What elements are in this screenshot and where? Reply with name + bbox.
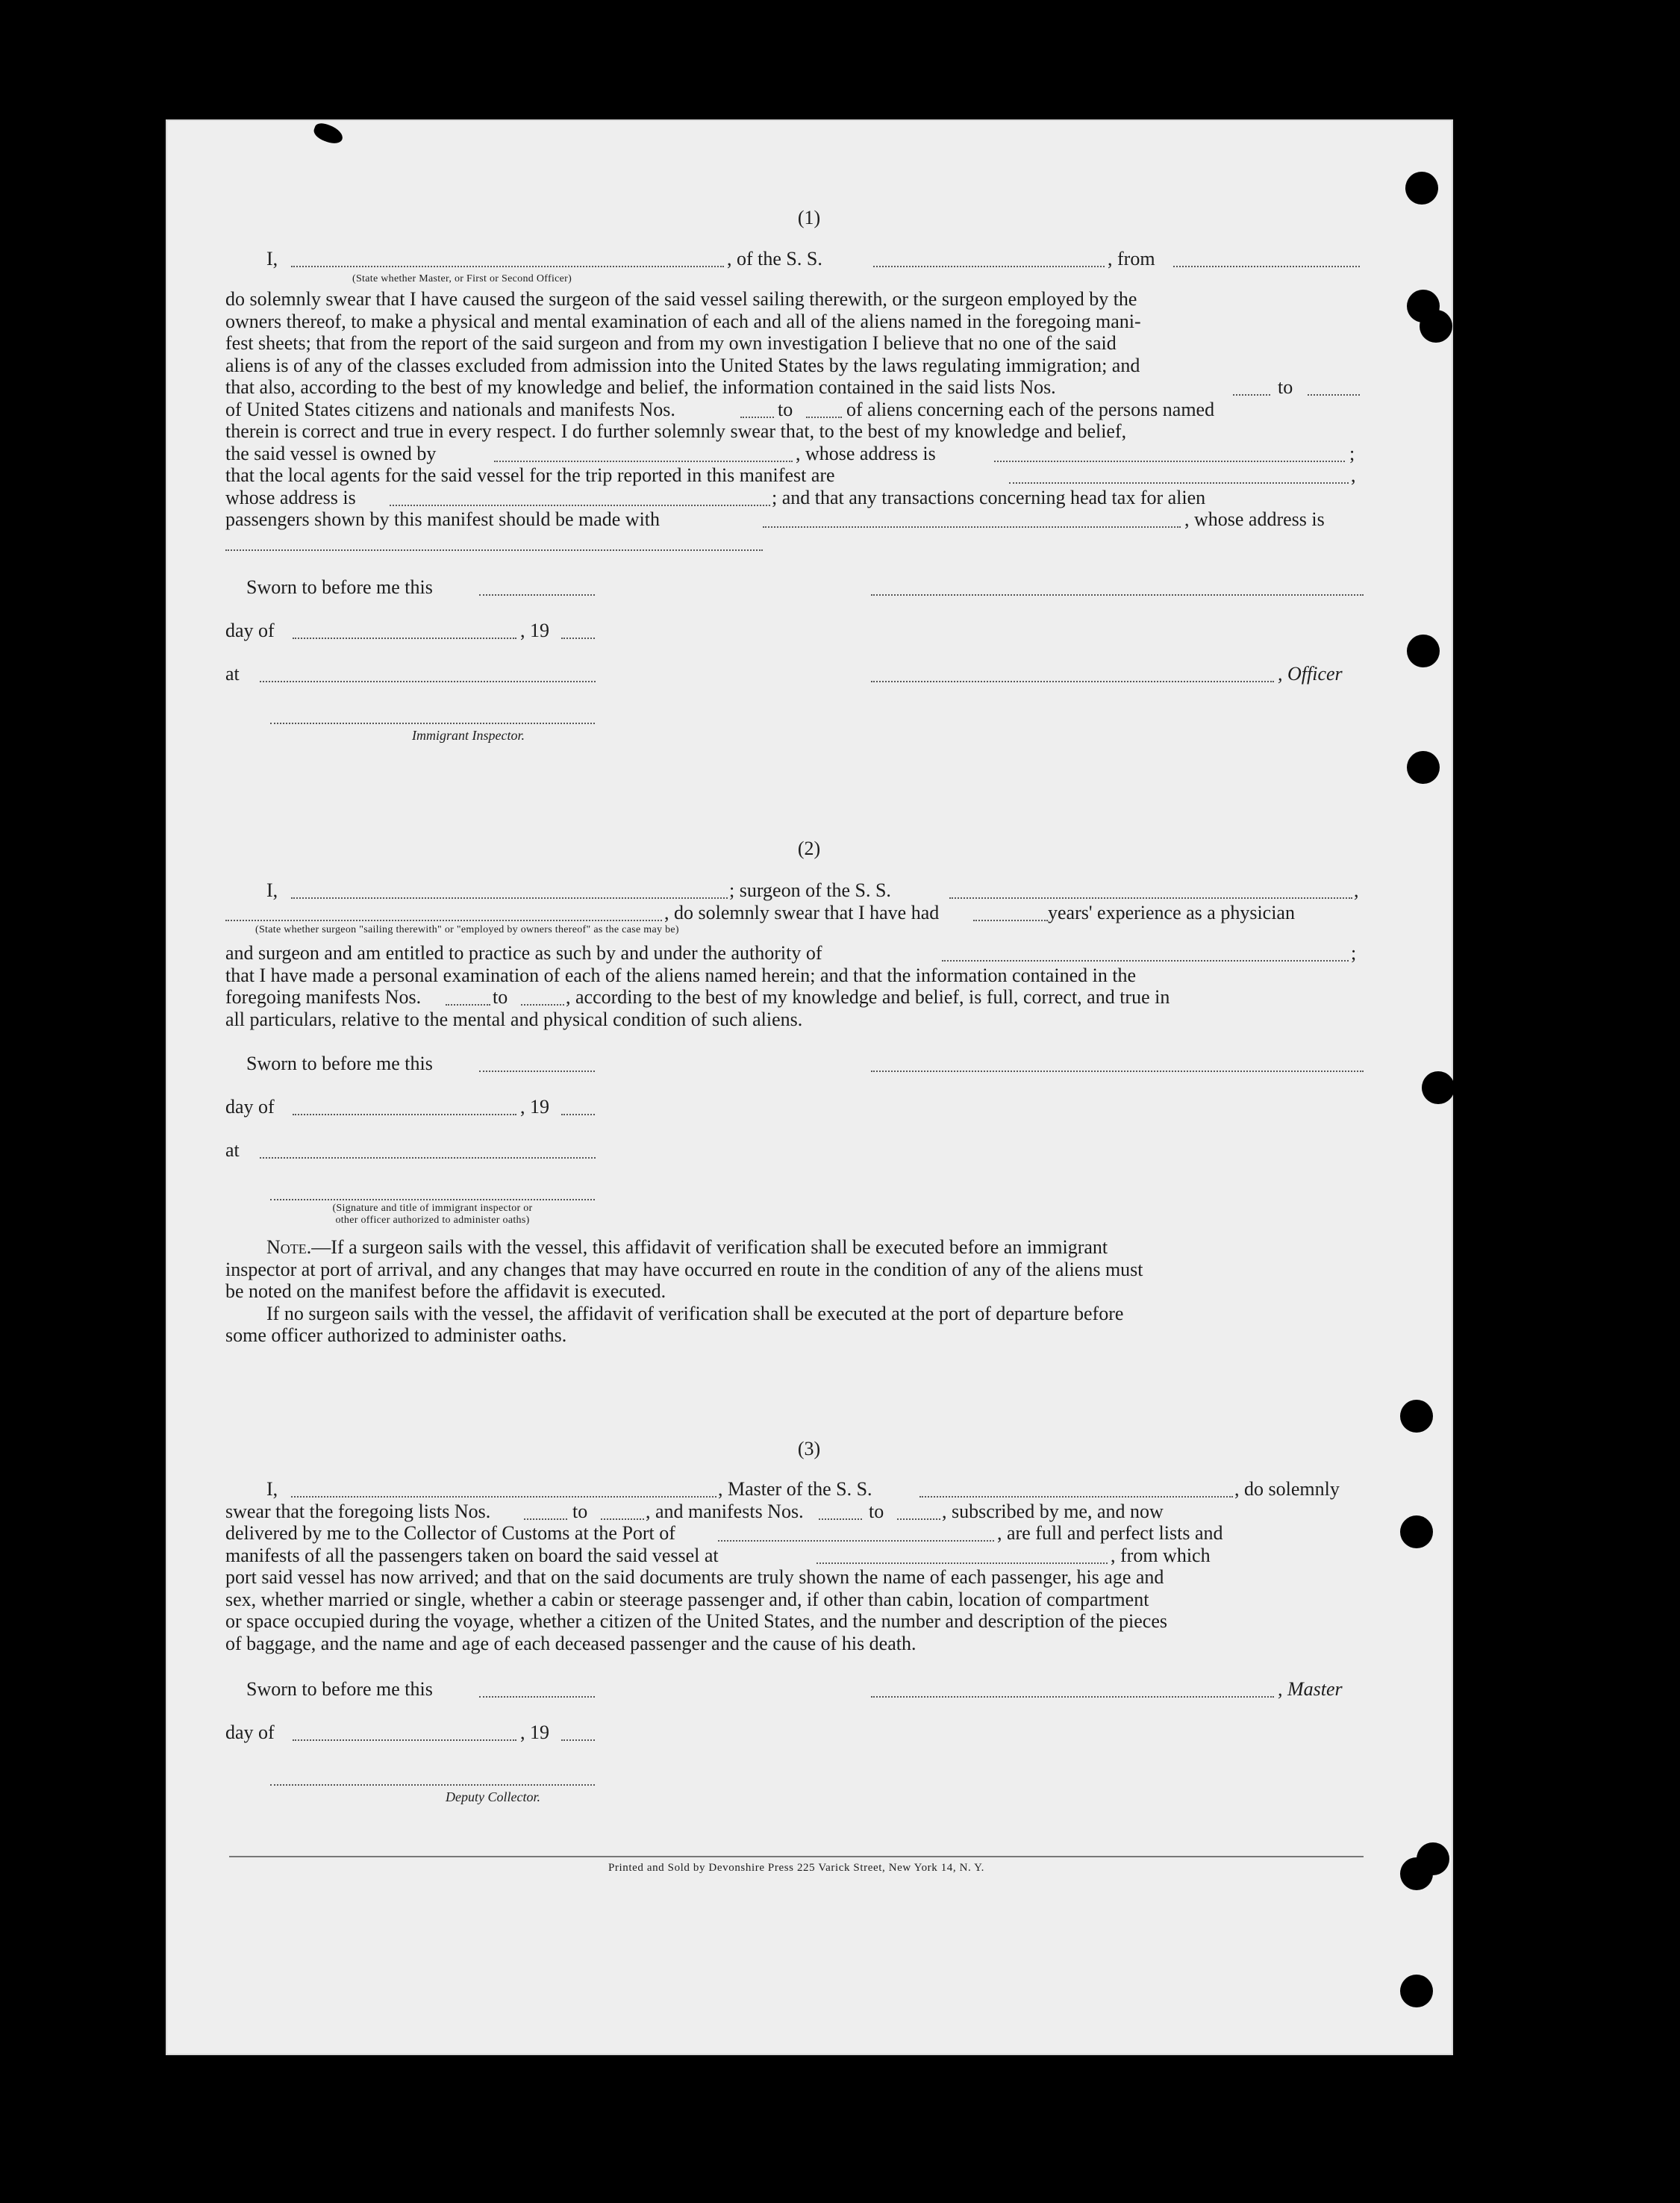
s1-owner-blank bbox=[494, 461, 793, 462]
s3-port-departure-blank bbox=[816, 1562, 1108, 1564]
s1-manifests-from-blank bbox=[740, 417, 774, 418]
s3-line1-mid: , Master of the S. S. bbox=[718, 1478, 872, 1500]
s2-sworn-blank bbox=[479, 1071, 595, 1072]
punch-hole bbox=[1407, 635, 1440, 667]
s1-head-tax-address-blank bbox=[225, 549, 763, 551]
s2-authority-blank bbox=[942, 960, 1349, 962]
s2-nineteen: , 19 bbox=[520, 1096, 549, 1118]
s1-line1-mid: , of the S. S. bbox=[727, 248, 822, 269]
punch-hole bbox=[1400, 1975, 1433, 2007]
s3-collector-label: Deputy Collector. bbox=[446, 1789, 540, 1804]
s3-line4-b: , from which bbox=[1111, 1544, 1211, 1566]
s1-agents-address-blank bbox=[390, 505, 770, 506]
s3-year-blank bbox=[561, 1739, 595, 1741]
manifest-page bbox=[166, 119, 1453, 2055]
s3-lists-from-blank bbox=[524, 1518, 567, 1520]
s1-agents-blank bbox=[1009, 482, 1349, 484]
s3-line4-a: manifests of all the passengers taken on board the said vessel at bbox=[225, 1544, 719, 1566]
s1-para-line6: of United States citizens and nationals and manifests Nos. bbox=[225, 398, 675, 420]
s2-years-blank bbox=[973, 920, 1048, 921]
s1-head-tax-blank bbox=[763, 526, 1181, 528]
s2-inspector-sig-line bbox=[270, 1199, 595, 1200]
s1-lists-to-blank bbox=[1308, 394, 1360, 396]
s1-officer-name-blank bbox=[871, 594, 1364, 596]
s1-para-line8: the said vessel is owned by bbox=[225, 442, 437, 464]
s2-note-line2: inspector at port of arrival, and any changes that may have occurred en route in the condition of any of the aliens must bbox=[225, 1258, 1143, 1280]
s3-manifests-to-blank bbox=[897, 1518, 940, 1520]
s3-line1-suffix: , do solemnly bbox=[1234, 1478, 1340, 1500]
s2-caption: (State whether surgeon "sailing therewith" or "employed by owners thereof" as the case may be) bbox=[255, 924, 679, 935]
punch-hole bbox=[1405, 172, 1438, 205]
s1-para-line4: aliens is of any of the classes excluded from admission into the United States by the laws regulating immigration; and bbox=[225, 354, 1140, 376]
s1-lists-from-blank bbox=[1233, 394, 1270, 396]
s3-line1-prefix: I, bbox=[266, 1478, 278, 1500]
s1-line1-prefix: I, bbox=[266, 248, 278, 269]
s3-line2-b: to bbox=[572, 1500, 588, 1522]
s2-at-blank bbox=[260, 1157, 596, 1159]
s2-day-blank bbox=[293, 1114, 516, 1115]
s1-lists-to: to bbox=[1278, 376, 1293, 398]
s1-owner-address-blank bbox=[994, 461, 1345, 462]
s2-semicolon-text: ; bbox=[1351, 942, 1357, 964]
s1-comma-1: , bbox=[1351, 464, 1356, 486]
s1-nineteen: , 19 bbox=[520, 620, 549, 641]
s3-para-line2: sex, whether married or single, whether a cabin or steerage passenger and, if other than cabin, location of compartment bbox=[225, 1588, 1149, 1610]
section-3-number: (3) bbox=[797, 1438, 821, 1459]
s3-master-label bbox=[1278, 1678, 1343, 1701]
s2-note-text-1: —If a surgeon sails with the vessel, this affidavit of verification shall be executed before an immigrant bbox=[311, 1236, 1108, 1258]
s1-semicolon-1: ; bbox=[1349, 442, 1355, 464]
s2-vessel-blank bbox=[949, 897, 1352, 899]
s3-line2-d: to bbox=[869, 1500, 884, 1522]
s2-line2-mid: , do solemnly swear that I have had bbox=[664, 902, 940, 923]
s2-type-blank bbox=[225, 920, 662, 921]
s2-year-blank bbox=[561, 1114, 595, 1115]
s1-para-line10: whose address is bbox=[225, 486, 356, 508]
s2-manifests-to-blank bbox=[521, 1004, 564, 1006]
s3-manifests-from-blank bbox=[819, 1518, 862, 1520]
s2-line6: all particulars, relative to the mental and physical condition of such aliens. bbox=[225, 1008, 803, 1030]
s2-sig-caption-1: (Signature and title of immigrant inspector or bbox=[332, 1203, 533, 1214]
s3-nineteen: , 19 bbox=[520, 1721, 549, 1743]
s2-note2-line1: If no surgeon sails with the vessel, the affidavit of verification shall be executed at the port of departure before bbox=[266, 1302, 1124, 1324]
s2-surgeon-sig-blank bbox=[871, 1071, 1364, 1072]
s1-sworn-blank bbox=[479, 594, 595, 596]
s2-line3: and surgeon and am entitled to practice as such by and under the authority of bbox=[225, 942, 822, 964]
s1-para-line2: owners thereof, to make a physical and mental examination of each and all of the aliens named in the foregoing mani- bbox=[225, 310, 1141, 332]
section-1-number: (1) bbox=[797, 207, 821, 228]
s1-manifests-to-blank bbox=[806, 417, 842, 418]
s1-line1-suffix: , from bbox=[1108, 248, 1155, 269]
s3-line3-a: delivered by me to the Collector of Customs at the Port of bbox=[225, 1522, 675, 1544]
s1-sworn-label: Sworn to before me this bbox=[246, 576, 433, 598]
s1-at-label: at bbox=[225, 663, 240, 685]
s2-line1-suffix: ; surgeon of the S. S. bbox=[729, 879, 891, 901]
s2-note-label: Note. bbox=[266, 1236, 312, 1258]
s3-master-text: , Master bbox=[1278, 1678, 1343, 1700]
s3-line2-a: swear that the foregoing lists Nos. bbox=[225, 1500, 491, 1522]
s1-vessel-blank bbox=[873, 266, 1105, 267]
s2-line5b: to bbox=[493, 986, 508, 1008]
s1-day-of-label: day of bbox=[225, 620, 275, 641]
s2-line5a: foregoing manifests Nos. bbox=[225, 986, 422, 1008]
s3-line2-c: , and manifests Nos. bbox=[646, 1500, 804, 1522]
s2-line1-prefix: I, bbox=[266, 879, 278, 901]
s3-day-of-label: day of bbox=[225, 1721, 275, 1743]
s1-head-tax-address-label: , whose address is bbox=[1184, 508, 1325, 530]
s2-line2-suffix: years' experience as a physician bbox=[1048, 902, 1295, 923]
punch-hole bbox=[1422, 1071, 1455, 1104]
s1-para-line6-end: of aliens concerning each of the persons named bbox=[846, 398, 1215, 420]
punch-hole bbox=[1420, 310, 1452, 343]
s2-sig-caption-2: other officer authorized to administer oaths) bbox=[335, 1215, 530, 1226]
printer-credit: Printed and Sold by Devonshire Press 225 Varick Street, New York 14, N. Y. bbox=[608, 1862, 985, 1874]
punch-hole bbox=[1417, 1842, 1449, 1875]
s2-manifests-from-blank bbox=[446, 1004, 490, 1006]
s1-officer-text: , Officer bbox=[1278, 663, 1343, 685]
s1-officer-label bbox=[1278, 663, 1343, 685]
s1-name-blank bbox=[291, 266, 724, 267]
punch-hole bbox=[1407, 751, 1440, 784]
s2-semicolon bbox=[1351, 942, 1356, 965]
s3-para-line4: of baggage, and the name and age of each deceased passenger and the cause of his death. bbox=[225, 1632, 916, 1654]
s1-year-blank bbox=[561, 638, 595, 639]
s1-owner-address-label: , whose address is bbox=[796, 442, 936, 464]
s3-sworn-blank bbox=[479, 1696, 595, 1698]
s1-inspector-sig-line bbox=[270, 723, 595, 724]
s3-port-blank bbox=[718, 1540, 994, 1542]
s2-sworn-label: Sworn to before me this bbox=[246, 1053, 433, 1074]
s1-para-line1: do solemnly swear that I have caused the surgeon of the said vessel sailing therewith, or the surgeon employed by the bbox=[225, 288, 1137, 310]
punch-hole bbox=[1400, 1515, 1433, 1548]
s3-day-blank bbox=[293, 1739, 516, 1741]
s1-para-line7: therein is correct and true in every respect. I do further solemnly swear that, to the best of my knowledge and belief, bbox=[225, 420, 1127, 442]
s1-para-line3: fest sheets; that from the report of the said surgeon and from my own investigation I believe that no one of the said bbox=[225, 332, 1117, 354]
s3-name-blank bbox=[291, 1496, 716, 1498]
s1-day-blank bbox=[293, 638, 516, 639]
footer-rule bbox=[229, 1856, 1364, 1857]
s1-officer-blank bbox=[871, 681, 1274, 682]
s1-para-line11: passengers shown by this manifest should be made with bbox=[225, 508, 661, 530]
s2-day-of-label: day of bbox=[225, 1096, 275, 1118]
s2-note-line3: be noted on the manifest before the affidavit is executed. bbox=[225, 1280, 666, 1302]
s3-vessel-blank bbox=[919, 1496, 1233, 1498]
s2-name-blank bbox=[291, 897, 728, 899]
s1-caption: (State whether Master, or First or Second Officer) bbox=[352, 273, 572, 284]
s3-para-line1: port said vessel has now arrived; and that on the said documents are truly shown the name of each passenger, his age and bbox=[225, 1566, 1164, 1588]
s1-para-line5: that also, according to the best of my knowledge and belief, the information contained in the said lists Nos. bbox=[225, 376, 1056, 398]
s1-para-line9: that the local agents for the said vessel for the trip reported in this manifest are bbox=[225, 464, 835, 486]
s2-note2-line2: some officer authorized to administer oaths. bbox=[225, 1324, 567, 1346]
s3-line3-b: , are full and perfect lists and bbox=[997, 1522, 1223, 1544]
s1-inspector-label: Immigrant Inspector. bbox=[412, 728, 525, 743]
s1-manifests-to: to bbox=[778, 398, 793, 420]
s2-at-label: at bbox=[225, 1139, 240, 1161]
s2-note-line1 bbox=[266, 1236, 1108, 1259]
s1-at-blank bbox=[260, 681, 596, 682]
s2-line5c: , according to the best of my knowledge and belief, is full, correct, and true in bbox=[566, 986, 1170, 1008]
s3-sworn-label: Sworn to before me this bbox=[246, 1678, 433, 1700]
punch-hole bbox=[1400, 1400, 1433, 1433]
s3-lists-to-blank bbox=[601, 1518, 644, 1520]
s3-master-blank bbox=[871, 1696, 1274, 1698]
s2-line1-end: , bbox=[1354, 879, 1359, 901]
section-2-number: (2) bbox=[797, 838, 821, 859]
s3-para-line3: or space occupied during the voyage, whether a citizen of the United States, and the number and description of the pieces bbox=[225, 1610, 1168, 1632]
s1-head-tax-text: ; and that any transactions concerning head tax for alien bbox=[772, 486, 1206, 508]
s3-line2-e: , subscribed by me, and now bbox=[942, 1500, 1164, 1522]
s3-collector-sig-line bbox=[270, 1784, 595, 1786]
s1-from-blank bbox=[1173, 266, 1360, 267]
s2-line4: that I have made a personal examination of each of the aliens named herein; and that the information contained in the bbox=[225, 964, 1137, 986]
